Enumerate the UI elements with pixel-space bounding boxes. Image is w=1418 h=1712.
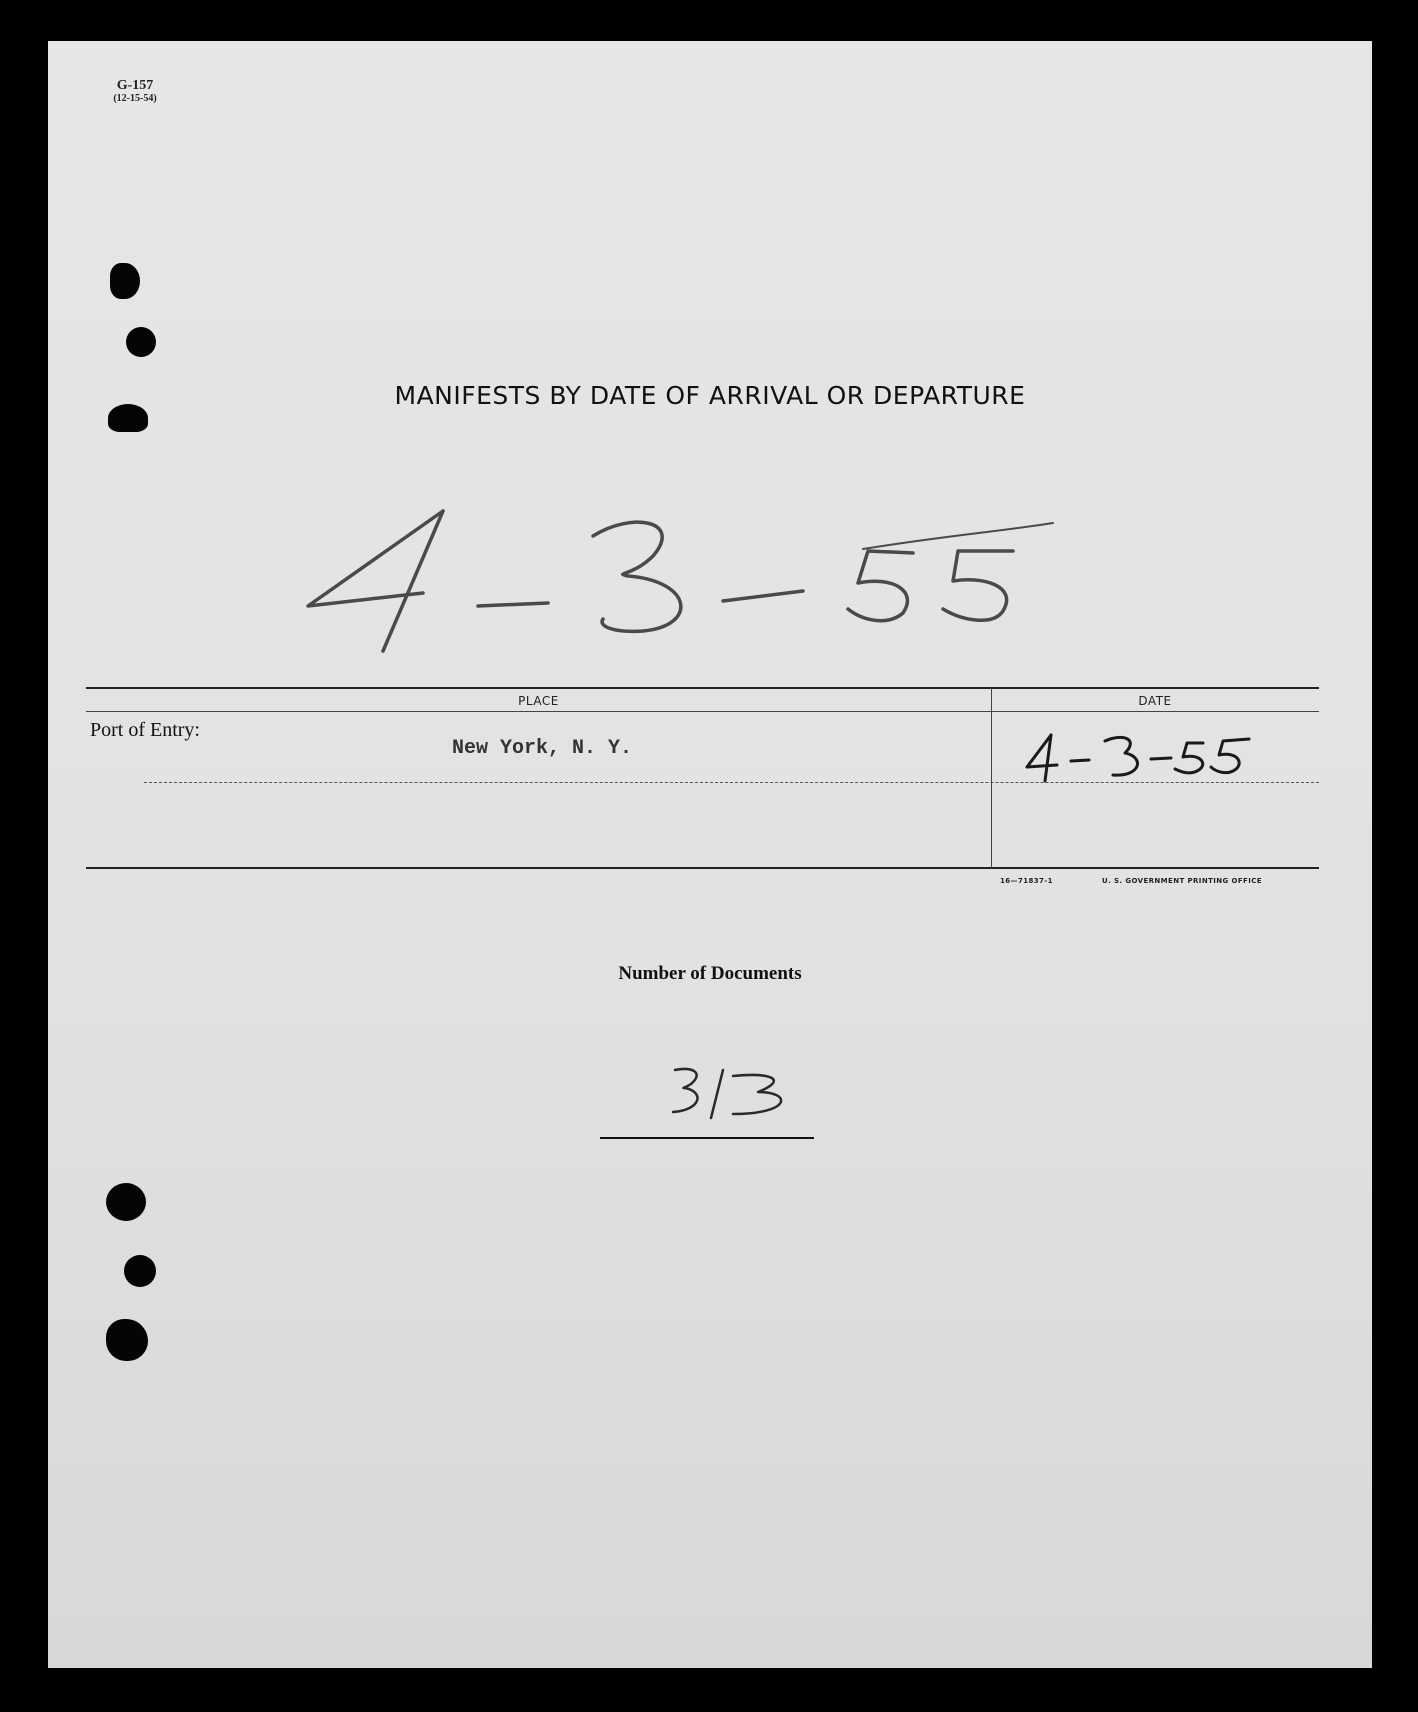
header-date: DATE (1138, 694, 1172, 708)
port-of-entry-label: Port of Entry: (90, 719, 200, 741)
table-bottom-rule (86, 867, 1319, 869)
printer-number: 16—71837-1 (1000, 877, 1053, 885)
printer-office: U. S. GOVERNMENT PRINTING OFFICE (1102, 877, 1262, 885)
handwritten-date-large (303, 481, 1063, 661)
punch-hole (126, 327, 156, 357)
column-divider (991, 688, 992, 868)
handwritten-document-count (613, 1066, 828, 1130)
punch-hole (110, 263, 140, 299)
handwritten-date-table (1023, 729, 1283, 789)
number-of-documents-label: Number of Documents (618, 963, 802, 984)
table-header-rule (86, 711, 1319, 712)
table-top-rule (86, 687, 1319, 689)
place-value: New York, N. Y. (452, 737, 633, 760)
punch-hole (106, 1183, 146, 1221)
form-revision: (12-15-54) (113, 93, 157, 104)
punch-hole (124, 1255, 156, 1287)
form-code-block (90, 79, 180, 104)
page-title: MANIFESTS BY DATE OF ARRIVAL OR DEPARTURE (394, 381, 1026, 410)
form-code: G-157 (116, 78, 154, 93)
form-page (48, 41, 1372, 1668)
document-count-underline (600, 1137, 814, 1139)
header-place: PLACE (518, 694, 559, 708)
punch-hole (106, 1319, 148, 1361)
